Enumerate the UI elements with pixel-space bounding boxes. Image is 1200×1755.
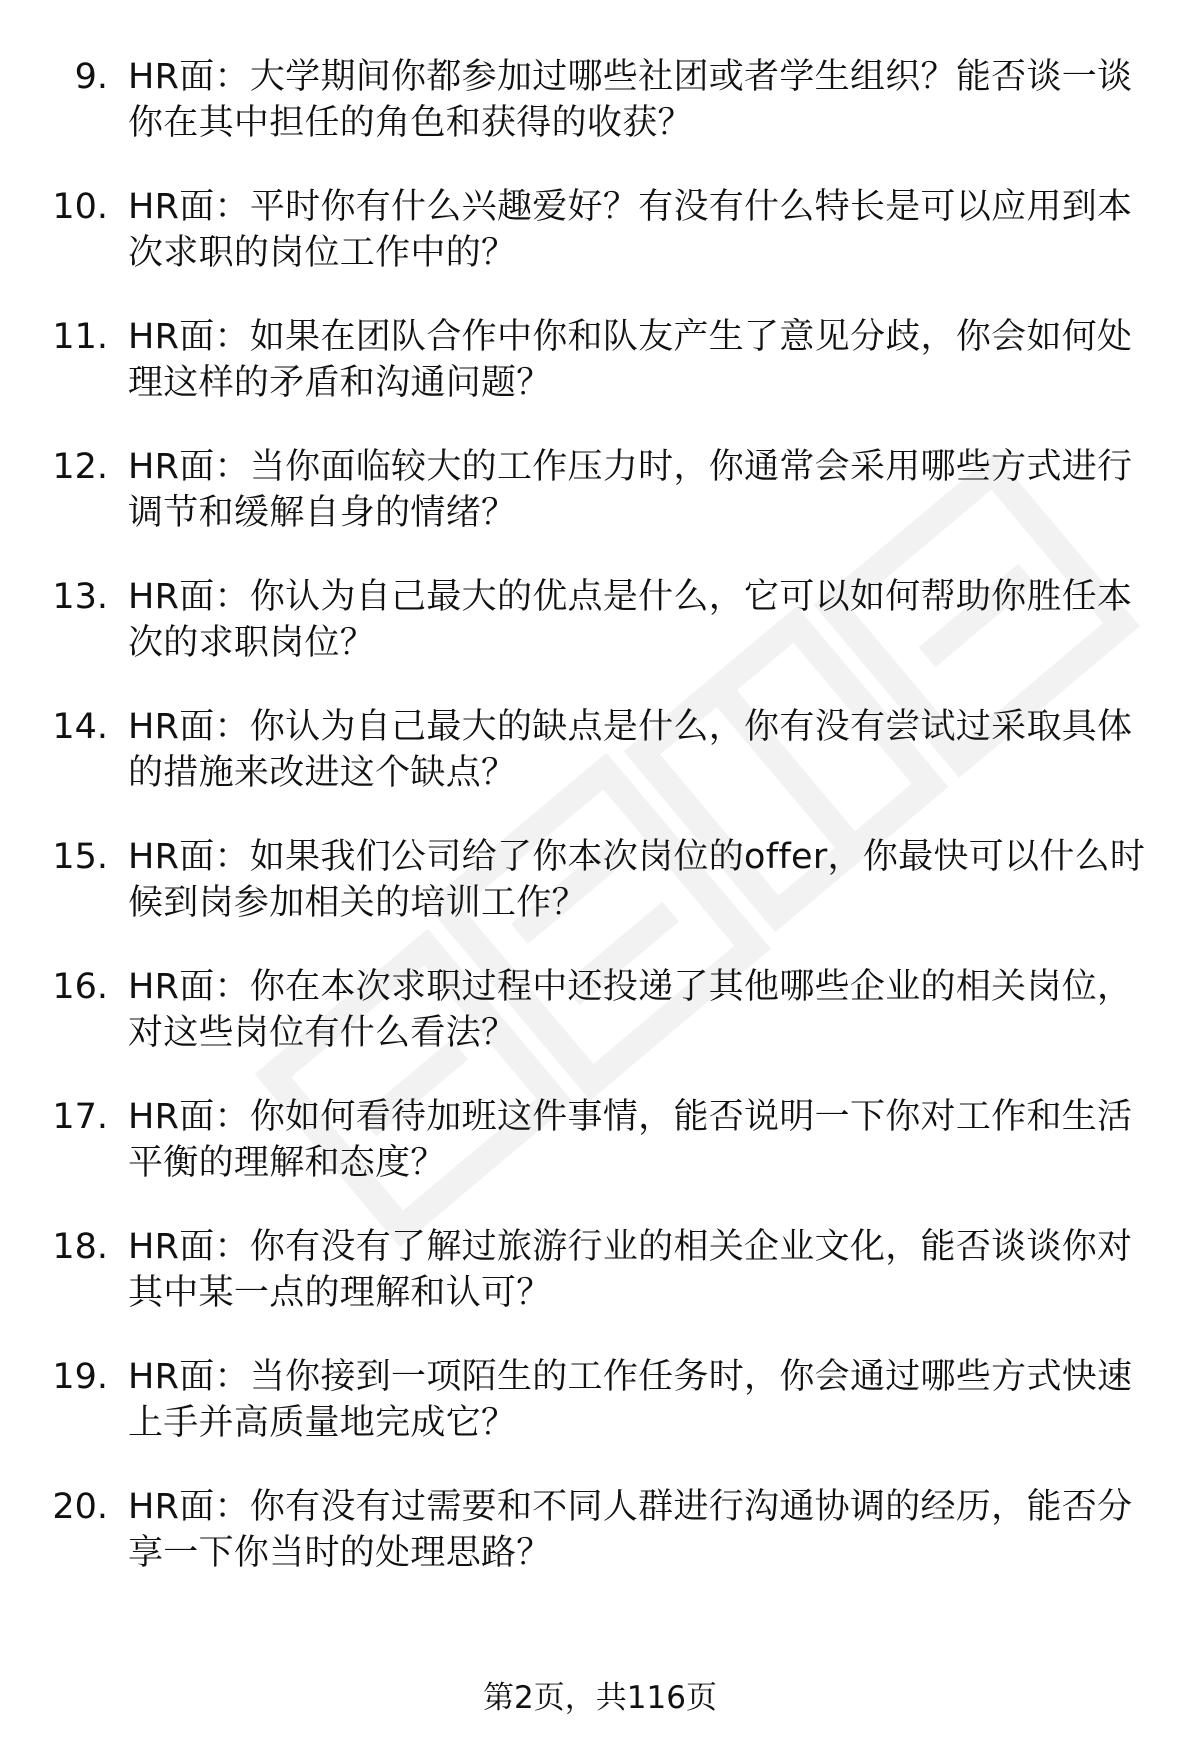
question-text: HR面：当你面临较大的工作压力时，你通常会采用哪些方式进行调节和缓解自身的情绪？	[128, 447, 1133, 533]
question-text: HR面：你在本次求职过程中还投递了其他哪些企业的相关岗位，对这些岗位有什么看法？	[128, 967, 1133, 1053]
question-text: HR面：大学期间你都参加过哪些社团或者学生组织？能否谈一谈你在其中担任的角色和获得的收获？	[128, 57, 1133, 143]
question-text: HR面：你认为自己最大的缺点是什么，你有没有尝试过采取具体的措施来改进这个缺点？	[128, 707, 1133, 793]
question-item	[0, 1094, 1200, 1224]
question-item	[0, 574, 1200, 704]
question-item	[0, 314, 1200, 444]
question-text: HR面：你有没有了解过旅游行业的相关企业文化，能否谈谈你对其中某一点的理解和认可？	[128, 1227, 1133, 1313]
question-number: 10.	[52, 187, 108, 227]
question-text: HR面：如果在团队合作中你和队友产生了意见分歧，你会如何处理这样的矛盾和沟通问题？	[128, 317, 1133, 403]
question-number: 13.	[52, 577, 108, 617]
question-number: 11.	[52, 317, 108, 357]
question-text: HR面：当你接到一项陌生的工作任务时，你会通过哪些方式快速上手并高质量地完成它？	[128, 1357, 1133, 1443]
question-number: 14.	[52, 707, 108, 747]
question-item	[0, 184, 1200, 314]
question-item	[0, 1354, 1200, 1484]
question-text: HR面：平时你有什么兴趣爱好？有没有什么特长是可以应用到本次求职的岗位工作中的？	[128, 187, 1133, 273]
question-number: 18.	[52, 1227, 108, 1267]
question-number: 20.	[52, 1487, 108, 1527]
question-item	[0, 964, 1200, 1094]
question-number: 16.	[52, 967, 108, 1007]
question-number: 15.	[52, 837, 108, 877]
question-number: 12.	[52, 447, 108, 487]
question-item	[0, 54, 1200, 184]
question-text: HR面：如果我们公司给了你本次岗位的offer，你最快可以什么时候到岗参加相关的培训工作？	[128, 837, 1146, 923]
question-item	[0, 1224, 1200, 1354]
question-text: HR面：你有没有过需要和不同人群进行沟通协调的经历，能否分享一下你当时的处理思路？	[128, 1487, 1133, 1573]
question-text: HR面：你如何看待加班这件事情，能否说明一下你对工作和生活平衡的理解和态度？	[128, 1097, 1133, 1183]
question-item	[0, 704, 1200, 834]
question-item	[0, 834, 1200, 964]
question-number: 9.	[74, 57, 108, 97]
question-list	[0, 54, 1200, 1614]
question-item	[0, 1484, 1200, 1614]
question-item	[0, 444, 1200, 574]
page-footer: 第2页，共116页	[483, 1680, 717, 1716]
question-text: HR面：你认为自己最大的优点是什么，它可以如何帮助你胜任本次的求职岗位？	[128, 577, 1133, 663]
question-number: 17.	[52, 1097, 108, 1137]
question-number: 19.	[52, 1357, 108, 1397]
